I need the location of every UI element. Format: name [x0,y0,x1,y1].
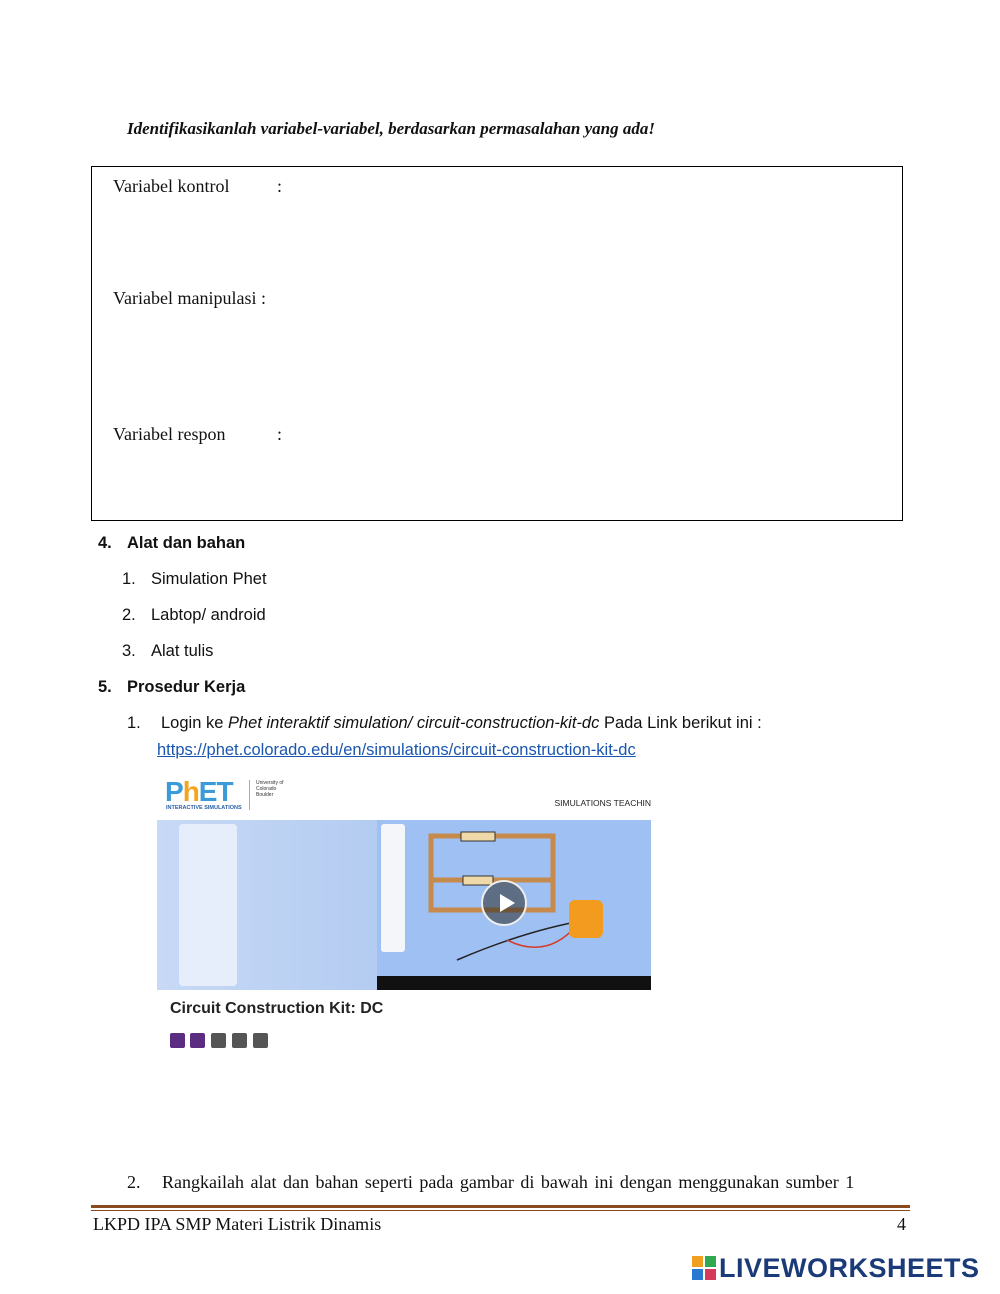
variable-response-colon: : [277,424,283,444]
share-icon[interactable] [211,1033,226,1048]
variables-box [91,166,903,521]
step-1-number: 1. [127,714,141,732]
blurred-background [157,820,377,990]
variable-response-label: Variabel respon [113,424,226,444]
simulation-title: Circuit Construction Kit: DC [170,1000,384,1017]
embed-icon[interactable] [190,1033,205,1048]
simulation-preview [157,820,651,990]
footer-title: LKPD IPA SMP Materi Listrik Dinamis [93,1214,382,1234]
twitter-icon[interactable] [253,1033,268,1048]
list-item: Simulation Phet [151,570,267,588]
step-1-prefix: Login ke [161,714,228,732]
section-4-title: Alat dan bahan [127,534,246,552]
list-item: Alat tulis [151,642,214,660]
download-icon[interactable] [170,1033,185,1048]
section-4-number: 4. [98,534,112,552]
step-2-text: Rangkailah alat dan bahan seperti pada gambar di bawah ini dengan menggunakan sumber 1 [162,1172,855,1192]
university-logo: University of Colorado Boulder [249,780,286,810]
step-1-suffix: Pada Link berikut ini : [599,714,762,732]
section-5-number: 5. [98,678,112,696]
page-number: 4 [897,1214,906,1234]
variable-control-colon: : [277,176,283,196]
phet-link[interactable]: https://phet.colorado.edu/en/simulations/circuit-construction-kit-dc [157,741,636,759]
list-item-number: 3. [122,642,136,660]
step-1-italic: Phet interaktif simulation/ circuit-construction-kit-dc [227,714,600,732]
facebook-icon[interactable] [232,1033,247,1048]
section-5-title: Prosedur Kerja [127,678,246,696]
list-item-number: 1. [122,570,136,588]
list-item-number: 2. [122,606,136,624]
phet-screenshot [157,772,651,1052]
list-item: Labtop/ android [151,606,266,624]
liveworksheets-logo-icon [692,1256,716,1280]
watermark-text: LIVEWORKSHEETS [719,1253,980,1283]
footer-divider [91,1205,910,1208]
variable-control-label: Variabel kontrol [113,176,230,196]
variable-manipulation-label: Variabel manipulasi : [113,288,266,308]
simulation-bottom-bar [377,976,651,990]
phet-logo-subtitle: INTERACTIVE SIMULATIONS [166,805,242,811]
instruction-text: Identifikasikanlah variabel-variabel, berdasarkan permasalahan yang ada! [127,119,655,138]
phet-nav: SIMULATIONS TEACHIN [554,798,651,808]
voltmeter [569,900,603,938]
blurred-toolbox [179,824,237,986]
play-button-icon[interactable] [481,880,527,926]
footer-divider-thin [91,1210,910,1211]
step-1-text [161,714,762,733]
step-2-number: 2. [127,1172,141,1192]
phet-logo: PhET [165,776,233,807]
liveworksheets-watermark [692,1253,980,1284]
